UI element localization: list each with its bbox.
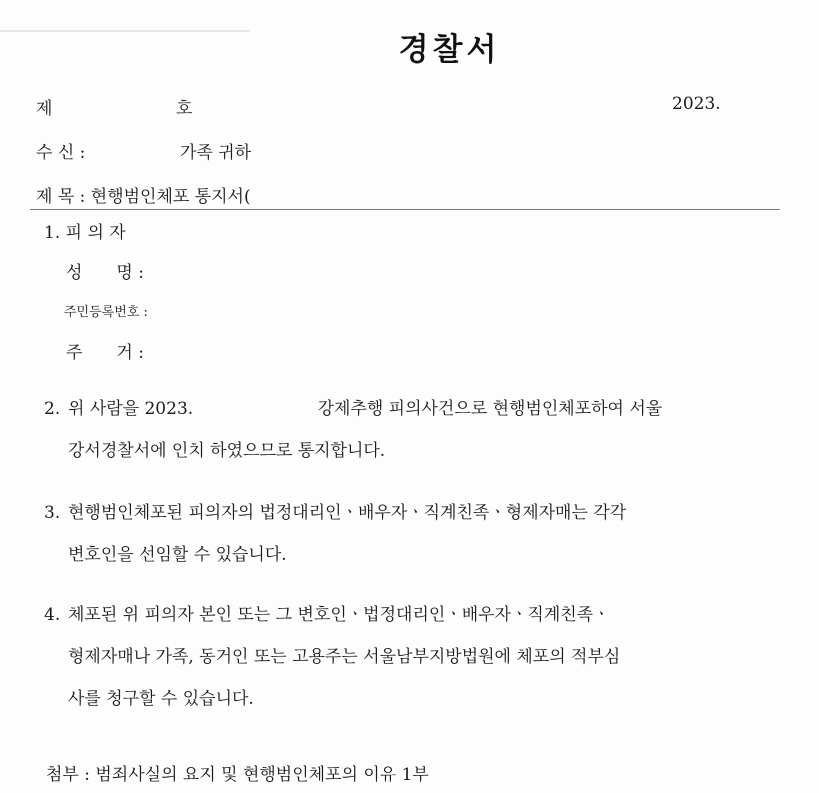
paragraph-3-number: 3.	[44, 503, 61, 523]
number-label-1: 제	[36, 99, 53, 119]
paragraph-4-number: 4.	[44, 605, 61, 625]
recipient-label: 수 신 :	[36, 143, 86, 163]
paragraph-4-line-1: 체포된 위 피의자 본인 또는 그 변호인ㆍ법정대리인ㆍ배우자ㆍ직계친족ㆍ	[68, 605, 610, 625]
paragraph-2	[44, 388, 784, 472]
paragraph-3-line-1: 현행범인체포된 피의자의 법정대리인ㆍ배우자ㆍ직계친족ㆍ형제자매는 각각	[68, 503, 627, 523]
document-date: 2023.	[672, 94, 721, 114]
suspect-heading: 1. 피 의 자	[44, 223, 126, 243]
paragraph-3	[44, 492, 784, 576]
paragraph-4-line-3: 사를 청구할 수 있습니다.	[68, 689, 254, 709]
number-label-2: 호	[176, 99, 193, 119]
paragraph-4	[44, 594, 784, 720]
header-divider	[30, 209, 780, 210]
resident-number-label: 주민등록번호 :	[64, 305, 148, 320]
paragraph-2-number: 2.	[44, 399, 61, 419]
paragraph-4-line-2: 형제자매나 가족, 동거인 또는 고용주는 서울남부지방법원에 체포의 적부심	[68, 647, 621, 667]
paragraph-3-line-2: 변호인을 선임할 수 있습니다.	[68, 545, 287, 565]
attachment-line: 첨부 : 범죄사실의 요지 및 현행범인체포의 이유 1부	[46, 765, 429, 785]
recipient-value: 가족 귀하	[180, 143, 252, 163]
document-title: 경찰서	[398, 32, 501, 68]
paragraph-2-line-2: 강서경찰서에 인치 하였으므로 통지합니다.	[68, 441, 386, 461]
subject-line: 제 목 : 현행범인체포 통지서(	[36, 187, 251, 207]
address-field-label: 주 거 :	[66, 343, 144, 363]
paragraph-2-line-1: 위 사람을 2023. 강제추행 피의사건으로 현행범인체포하여 서울	[68, 399, 663, 419]
name-field-label: 성 명 :	[66, 263, 144, 283]
